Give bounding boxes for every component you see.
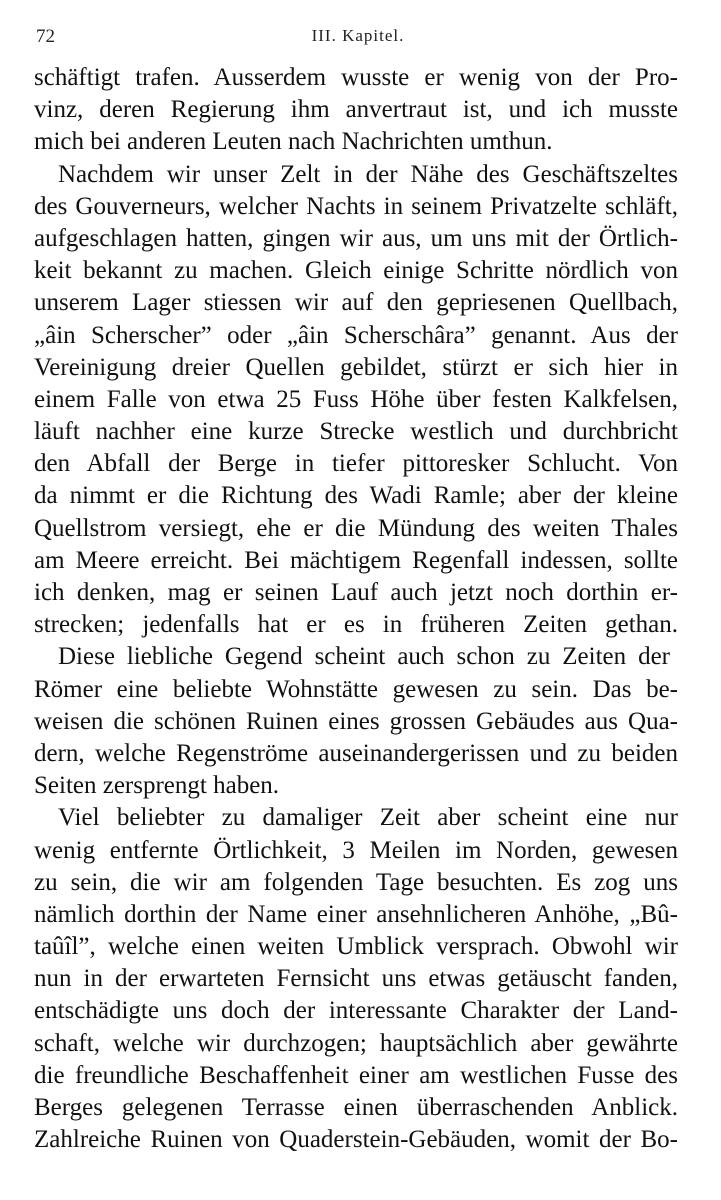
text-line: die freundliche Beschaffenheit einer am westlichen Fusse des (34, 1061, 678, 1089)
text-line: strecken; jedenfalls hat er es in früheren Zeiten gethan. (34, 611, 678, 639)
text-line: Nachdem wir unser Zelt in der Nähe des Geschäftszeltes (58, 160, 678, 188)
text-line: nun in der erwarteten Fernsicht uns etwas getäuscht fanden, (34, 965, 678, 993)
text-line: mich bei anderen Leuten nach Nachrichten umthun. (34, 128, 553, 156)
text-line: Zahlreiche Ruinen von Quaderstein-Gebäuden, womit der Bo- (34, 1126, 678, 1154)
text-line: Römer eine beliebte Wohnstätte gewesen zu sein. Das be- (34, 675, 678, 703)
text-line: keit bekannt zu machen. Gleich einige Schritte nördlich von (34, 257, 678, 285)
text-line: Seiten zersprengt haben. (34, 772, 280, 800)
page-number: 72 (36, 26, 55, 47)
text-line: Diese liebliche Gegend scheint auch schon zu Zeiten der (58, 643, 670, 671)
text-line: am Meere erreicht. Bei mächtigem Regenfall indessen, sollte (34, 546, 678, 574)
body-text (34, 62, 678, 1156)
text-line: zu sein, die wir am folgenden Tage besuchten. Es zog uns (34, 868, 678, 896)
text-line: läuft nachher eine kurze Strecke westlich und durchbricht (34, 418, 678, 446)
text-line: Vereinigung dreier Quellen gebildet, stürzt er sich hier in (34, 353, 678, 381)
text-line: wenig entfernte Örtlichkeit, 3 Meilen im Norden, gewesen (34, 836, 678, 864)
text-line: da nimmt er die Richtung des Wadi Ramle; aber der kleine (34, 482, 678, 510)
text-line: nämlich dorthin der Name einer ansehnlicheren Anhöhe, „Bû- (34, 900, 678, 928)
text-line: taûîl”, welche einen weiten Umblick versprach. Obwohl wir (34, 933, 678, 961)
text-line: aufgeschlagen hatten, gingen wir aus, um uns mit der Örtlich- (34, 224, 678, 252)
text-line: weisen die schönen Ruinen eines grossen Gebäudes aus Qua- (34, 707, 678, 735)
text-line: „âin Scherscher” oder „âin Scherschâra” genannt. Aus der (34, 321, 678, 349)
text-line: entschädigte uns doch der interessante Charakter der Land- (34, 997, 678, 1025)
running-head (36, 26, 680, 54)
text-line: vinz, deren Regierung ihm anvertraut ist, und ich musste (34, 96, 678, 124)
chapter-title: III. Kapitel. (311, 26, 405, 45)
text-line: den Abfall der Berge in tiefer pittoresker Schlucht. Von (34, 450, 678, 478)
text-line: Quellstrom versiegt, ehe er die Mündung des weiten Thales (34, 514, 678, 542)
text-line: ich denken, mag er seinen Lauf auch jetzt noch dorthin er- (34, 579, 678, 606)
text-line: schaft, welche wir durchzogen; hauptsächlich aber gewährte (34, 1029, 678, 1057)
text-line: des Gouverneurs, welcher Nachts in seinem Privatzelte schläft, (34, 192, 678, 220)
text-line: unserem Lager stiessen wir auf den gepriesenen Quellbach, (34, 289, 678, 317)
text-line: Viel beliebter zu damaliger Zeit aber scheint eine nur (58, 804, 678, 832)
text-line: Berges gelegenen Terrasse einen überraschenden Anblick. (34, 1094, 678, 1121)
text-line: dern, welche Regenströme auseinandergerissen und zu beiden (34, 739, 678, 767)
text-line: schäftigt trafen. Ausserdem wusste er wenig von der Pro- (34, 64, 678, 91)
text-line: einem Falle von etwa 25 Fuss Höhe über festen Kalkfelsen, (34, 385, 678, 413)
